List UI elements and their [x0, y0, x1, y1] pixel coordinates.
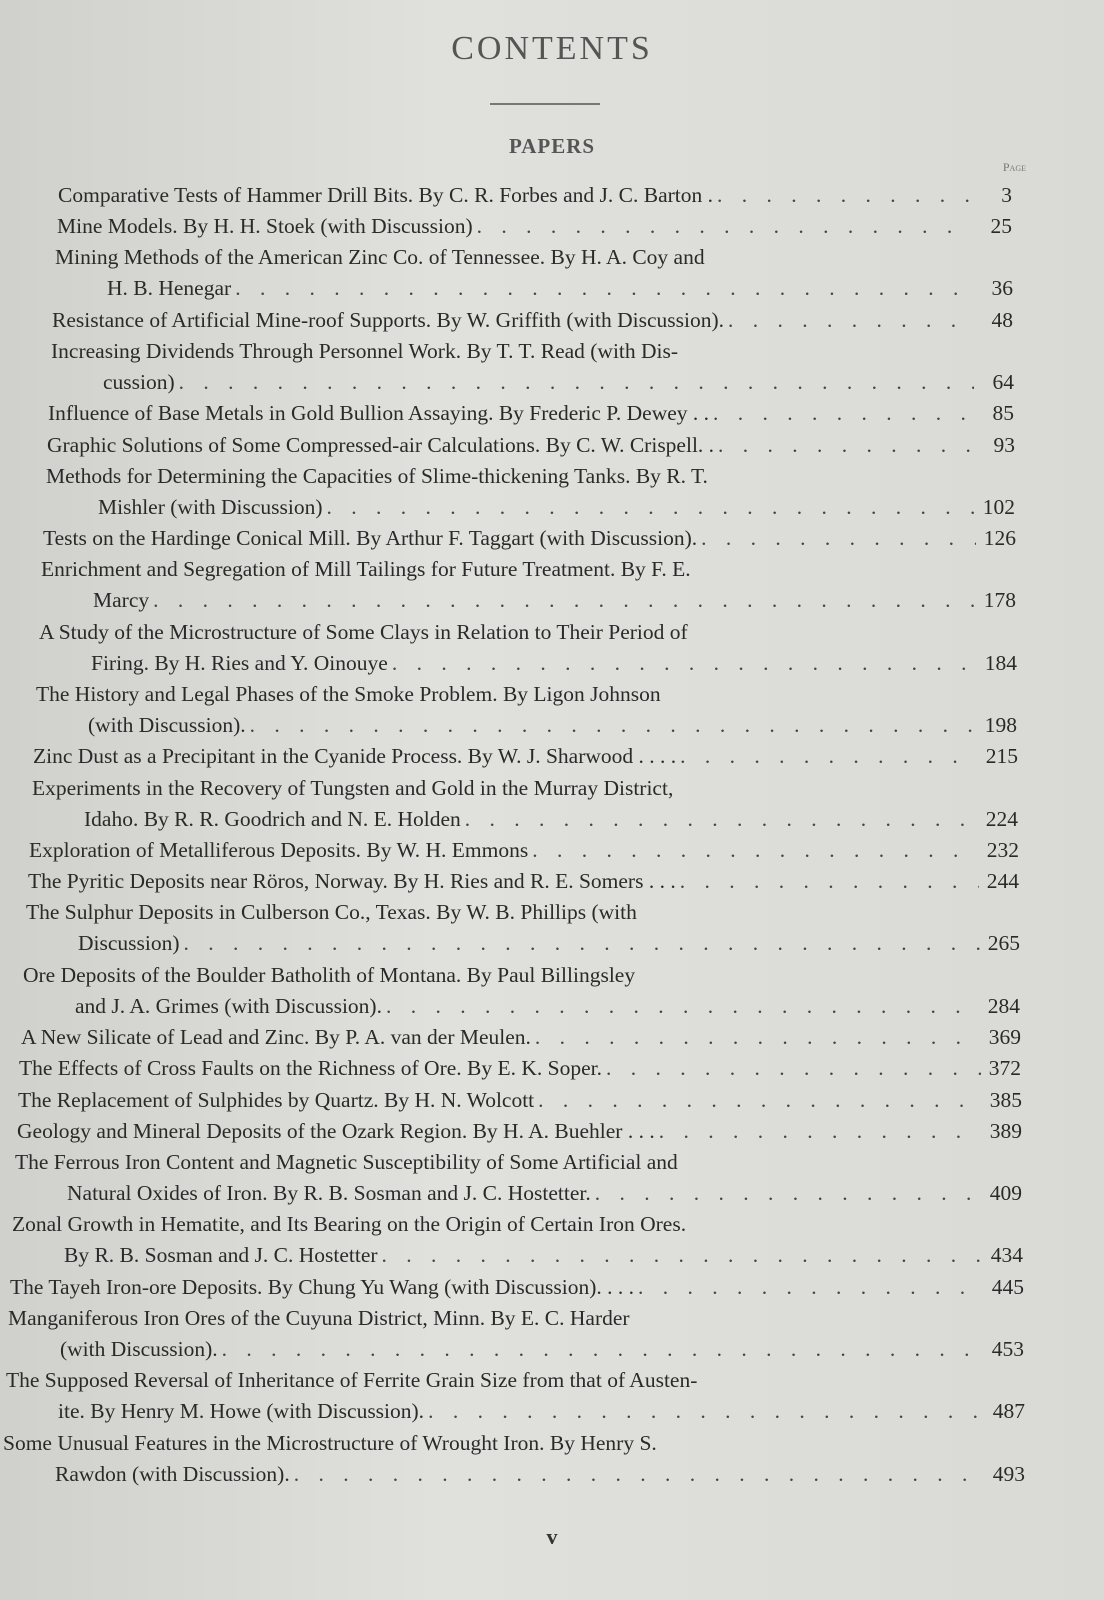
- leader-dots: [428, 1396, 985, 1427]
- toc-entry: [58, 180, 1012, 211]
- toc-entry-line: [29, 835, 1019, 866]
- toc-entry: [39, 617, 1017, 679]
- toc-entry: [18, 1085, 1022, 1116]
- toc-page-number: 64: [992, 370, 1014, 395]
- toc-page-number: 244: [986, 869, 1019, 893]
- toc-entry: [15, 1147, 1022, 1209]
- leader-dots: [718, 430, 975, 461]
- leader-dots: [659, 1116, 982, 1147]
- toc-entry-line: [12, 1209, 1023, 1240]
- toc-page-number: 36: [991, 276, 1013, 301]
- toc-entry-text: A New Silicate of Lead and Zinc. By P. A. van der Meulen.: [21, 1025, 531, 1049]
- toc-entry-line: [28, 866, 1019, 897]
- toc-entry-line: [32, 804, 1018, 835]
- toc-entry-line: [3, 1428, 1025, 1459]
- toc-entry-text: Zonal Growth in Hematite, and Its Bearing on the Origin of Certain Iron Ores.: [12, 1212, 687, 1236]
- toc-entry-line: [51, 336, 1014, 367]
- toc-entry-line: [10, 1272, 1024, 1303]
- toc-entry-text: Discussion): [78, 931, 180, 956]
- toc-entry-text: Firing. By H. Ries and Y. Oinouye: [91, 651, 388, 676]
- toc-entry-line: [58, 180, 1012, 211]
- toc-entry-text: Zinc Dust as a Precipitant in the Cyanide Process. By W. J. Sharwood . . . .: [33, 744, 677, 768]
- toc-page-number: 409: [989, 1181, 1022, 1206]
- toc-entry-text: Tests on the Hardinge Conical Mill. By Arthur F. Taggart (with Discussion).: [43, 526, 698, 550]
- toc-entry-text: Increasing Dividends Through Personnel Work. By T. T. Read (with Dis-: [51, 339, 679, 363]
- leader-dots: [532, 835, 979, 866]
- toc-entry-text: H. B. Henegar: [107, 276, 232, 301]
- toc-entry-text: By R. B. Sosman and J. C. Hostetter: [64, 1243, 378, 1268]
- toc-entry-line: [8, 1303, 1024, 1334]
- toc-page-number: 487: [992, 1399, 1025, 1424]
- toc-entry: [55, 242, 1013, 304]
- toc-entry-text: Experiments in the Recovery of Tungsten and Gold in the Murray District,: [32, 776, 674, 800]
- toc-page-number: 126: [983, 526, 1016, 550]
- toc-entry-text: and J. A. Grimes (with Discussion).: [75, 994, 382, 1019]
- toc-entry-line: [55, 242, 1013, 273]
- toc-entry-text: Resistance of Artificial Mine-roof Supports. By W. Griffith (with Discussion).: [52, 308, 725, 332]
- toc-page-number: 232: [986, 838, 1019, 862]
- section-heading: PAPERS: [508, 134, 596, 158]
- toc-entry-text: The History and Legal Phases of the Smoke Problem. By Ligon Johnson: [36, 682, 661, 706]
- toc-entry: [17, 1116, 1022, 1147]
- toc-entry: [3, 1428, 1025, 1490]
- toc-page-number: 215: [985, 744, 1018, 768]
- toc-page-number: 25: [990, 214, 1012, 238]
- toc-entry-line: [41, 554, 1016, 585]
- toc-entry-text: The Replacement of Sulphides by Quartz. By H. N. Wolcott: [18, 1088, 535, 1112]
- toc-entry-line: [47, 430, 1015, 461]
- toc-entry-line: [15, 1147, 1022, 1178]
- leader-dots: [222, 1334, 984, 1365]
- leader-dots: [153, 585, 976, 616]
- toc-entry: [6, 1365, 1025, 1427]
- toc-entry-text: Idaho. By R. R. Goodrich and N. E. Holden: [84, 807, 461, 832]
- leader-dots: [538, 1085, 982, 1116]
- toc-entry-text: The Pyritic Deposits near Röros, Norway. By H. Ries and R. E. Somers . . .: [28, 869, 676, 893]
- leader-dots: [638, 1272, 984, 1303]
- leader-dots: [235, 273, 973, 304]
- toc-page-number: 284: [987, 994, 1020, 1019]
- toc-page-number: 93: [993, 433, 1015, 457]
- toc-page-number: 265: [987, 931, 1020, 956]
- toc-entry: [48, 398, 1014, 429]
- leader-dots: [477, 211, 972, 242]
- toc-entry: [23, 960, 1020, 1022]
- toc-entry-line: [17, 1116, 1022, 1147]
- toc-page-number: 389: [989, 1119, 1022, 1143]
- contents-heading: CONTENTS: [451, 30, 653, 67]
- toc-entry: [41, 554, 1016, 616]
- toc-entry-text: Marcy: [93, 588, 150, 613]
- leader-dots: [595, 1178, 982, 1209]
- toc-entry-line: [43, 523, 1016, 554]
- toc-page-number: 369: [988, 1025, 1021, 1049]
- toc-entry-line: [51, 367, 1014, 398]
- toc-entry: [43, 523, 1016, 554]
- toc-entry-text: Enrichment and Segregation of Mill Tailings for Future Treatment. By F. E.: [41, 557, 691, 581]
- toc-entry-line: [3, 1459, 1025, 1490]
- toc-entry-line: [8, 1334, 1024, 1365]
- toc-entry-line: [23, 991, 1020, 1022]
- toc-entry-line: [57, 211, 1012, 242]
- toc-page-number: 198: [984, 713, 1017, 738]
- toc-entry-line: [36, 710, 1017, 741]
- toc-entry: [19, 1053, 1021, 1084]
- leader-dots: [717, 180, 972, 211]
- toc-page-number: 445: [991, 1275, 1024, 1299]
- toc-entry: [46, 461, 1015, 523]
- toc-entry-text: cussion): [103, 370, 175, 395]
- leader-dots: [386, 991, 980, 1022]
- toc-entry-line: [52, 305, 1013, 336]
- toc-entry-text: (with Discussion).: [88, 713, 246, 738]
- toc-entry-text: Comparative Tests of Hammer Drill Bits. By C. R. Forbes and J. C. Barton .: [58, 183, 713, 207]
- toc-page-number: 453: [991, 1337, 1024, 1362]
- toc-entry-text: Influence of Base Metals in Gold Bullion Assaying. By Frederic P. Dewey . .: [48, 401, 710, 425]
- toc-entry-text: The Supposed Reversal of Inheritance of Ferrite Grain Size from that of Austen-: [6, 1368, 698, 1392]
- toc-entry-text: The Effects of Cross Faults on the Richness of Ore. By E. K. Soper.: [19, 1056, 603, 1080]
- toc-page-number: 385: [989, 1088, 1022, 1112]
- toc-entry: [29, 835, 1019, 866]
- leader-dots: [713, 398, 974, 429]
- toc-entry-text: ite. By Henry M. Howe (with Discussion).: [58, 1399, 425, 1424]
- toc-entry-line: [6, 1396, 1025, 1427]
- toc-entry-text: (with Discussion).: [60, 1337, 218, 1362]
- toc-entry-text: Natural Oxides of Iron. By R. B. Sosman and J. C. Hostetter.: [67, 1181, 591, 1206]
- toc-entry-line: [55, 273, 1013, 304]
- toc-entry-text: A Study of the Microstructure of Some Clays in Relation to Their Period of: [39, 620, 688, 644]
- leader-dots: [382, 1240, 983, 1271]
- page-folio: v: [546, 1524, 558, 1549]
- toc-entry-line: [26, 928, 1020, 959]
- toc-entry-text: Methods for Determining the Capacities of Slime-thickening Tanks. By R. T.: [46, 464, 708, 488]
- leader-dots: [294, 1459, 985, 1490]
- toc-entry-line: [39, 617, 1017, 648]
- toc-entry-text: Ore Deposits of the Boulder Batholith of Montana. By Paul Billingsley: [23, 963, 636, 987]
- toc-page-number: 493: [992, 1462, 1025, 1487]
- toc-entry-text: Mining Methods of the American Zinc Co. of Tennessee. By H. A. Coy and: [55, 245, 705, 269]
- toc-entry-line: [19, 1053, 1021, 1084]
- toc-entry-text: The Tayeh Iron-ore Deposits. By Chung Yu Wang (with Discussion). . . .: [10, 1275, 634, 1299]
- toc-entry-line: [36, 679, 1017, 710]
- toc-entry-line: [41, 585, 1016, 616]
- toc-entry-text: Exploration of Metalliferous Deposits. By W. H. Emmons: [29, 838, 529, 862]
- toc-entry: [47, 430, 1015, 461]
- leader-dots: [728, 305, 973, 336]
- toc-entry-line: [46, 492, 1015, 523]
- toc-page-number: 178: [983, 588, 1016, 613]
- toc-entry: [10, 1272, 1024, 1303]
- toc-entry: [28, 866, 1019, 897]
- toc-entry-text: Geology and Mineral Deposits of the Ozark Region. By H. A. Buehler . . .: [17, 1119, 655, 1143]
- toc-entry: [33, 741, 1018, 772]
- toc-entry: [21, 1022, 1021, 1053]
- heading-rule: [490, 103, 600, 105]
- toc-entry-line: [33, 741, 1018, 772]
- toc-page-number: 102: [982, 495, 1015, 520]
- toc-entry-text: The Sulphur Deposits in Culberson Co., Texas. By W. B. Phillips (with: [26, 900, 637, 924]
- toc-entry-line: [18, 1085, 1022, 1116]
- toc-entry: [32, 773, 1018, 835]
- toc-entry-text: Mishler (with Discussion): [98, 495, 323, 520]
- toc-entry-line: [46, 461, 1015, 492]
- leader-dots: [606, 1053, 981, 1084]
- leader-dots: [327, 492, 975, 523]
- toc-entry-text: Some Unusual Features in the Microstructure of Wrought Iron. By Henry S.: [3, 1431, 657, 1455]
- toc-page-number: 48: [991, 308, 1013, 332]
- toc-entry-line: [21, 1022, 1021, 1053]
- page-column-label: Page: [1002, 160, 1026, 174]
- toc-entry-line: [12, 1240, 1023, 1271]
- leader-dots: [465, 804, 978, 835]
- toc-entry: [26, 897, 1020, 959]
- toc-entry-line: [48, 398, 1014, 429]
- leader-dots: [535, 1022, 981, 1053]
- toc-entry: [51, 336, 1014, 398]
- toc-entry-text: The Ferrous Iron Content and Magnetic Susceptibility of Some Artificial and: [15, 1150, 678, 1174]
- toc-entry: [36, 679, 1017, 741]
- leader-dots: [179, 367, 974, 398]
- toc-entry-text: Mine Models. By H. H. Stoek (with Discussion): [57, 214, 473, 238]
- leader-dots: [392, 648, 977, 679]
- toc-page-number: 184: [984, 651, 1017, 676]
- toc-entry-line: [32, 773, 1018, 804]
- toc-entry: [57, 211, 1012, 242]
- toc-page-number: 3: [1001, 183, 1012, 207]
- toc-entry-text: Rawdon (with Discussion).: [55, 1462, 290, 1487]
- toc-entry-text: Manganiferous Iron Ores of the Cuyuna District, Minn. By E. C. Harder: [8, 1306, 630, 1330]
- toc-entry-text: Graphic Solutions of Some Compressed-air Calculations. By C. W. Crispell. .: [47, 433, 715, 457]
- toc-page-number: 224: [985, 807, 1018, 832]
- leader-dots: [680, 741, 978, 772]
- toc-entry-line: [26, 897, 1020, 928]
- toc-entry-line: [23, 960, 1020, 991]
- toc-entry-line: [15, 1178, 1022, 1209]
- leader-dots: [250, 710, 977, 741]
- leader-dots: [701, 523, 976, 554]
- toc-entry-line: [39, 648, 1017, 679]
- toc-entry: [12, 1209, 1023, 1271]
- leader-dots: [680, 866, 979, 897]
- toc-entry-line: [6, 1365, 1025, 1396]
- toc-page-number: 85: [992, 401, 1014, 425]
- toc-entry: [8, 1303, 1024, 1365]
- toc-page-number: 372: [988, 1056, 1021, 1080]
- toc-page-number: 434: [990, 1243, 1023, 1268]
- leader-dots: [184, 928, 980, 959]
- toc-entry: [52, 305, 1013, 336]
